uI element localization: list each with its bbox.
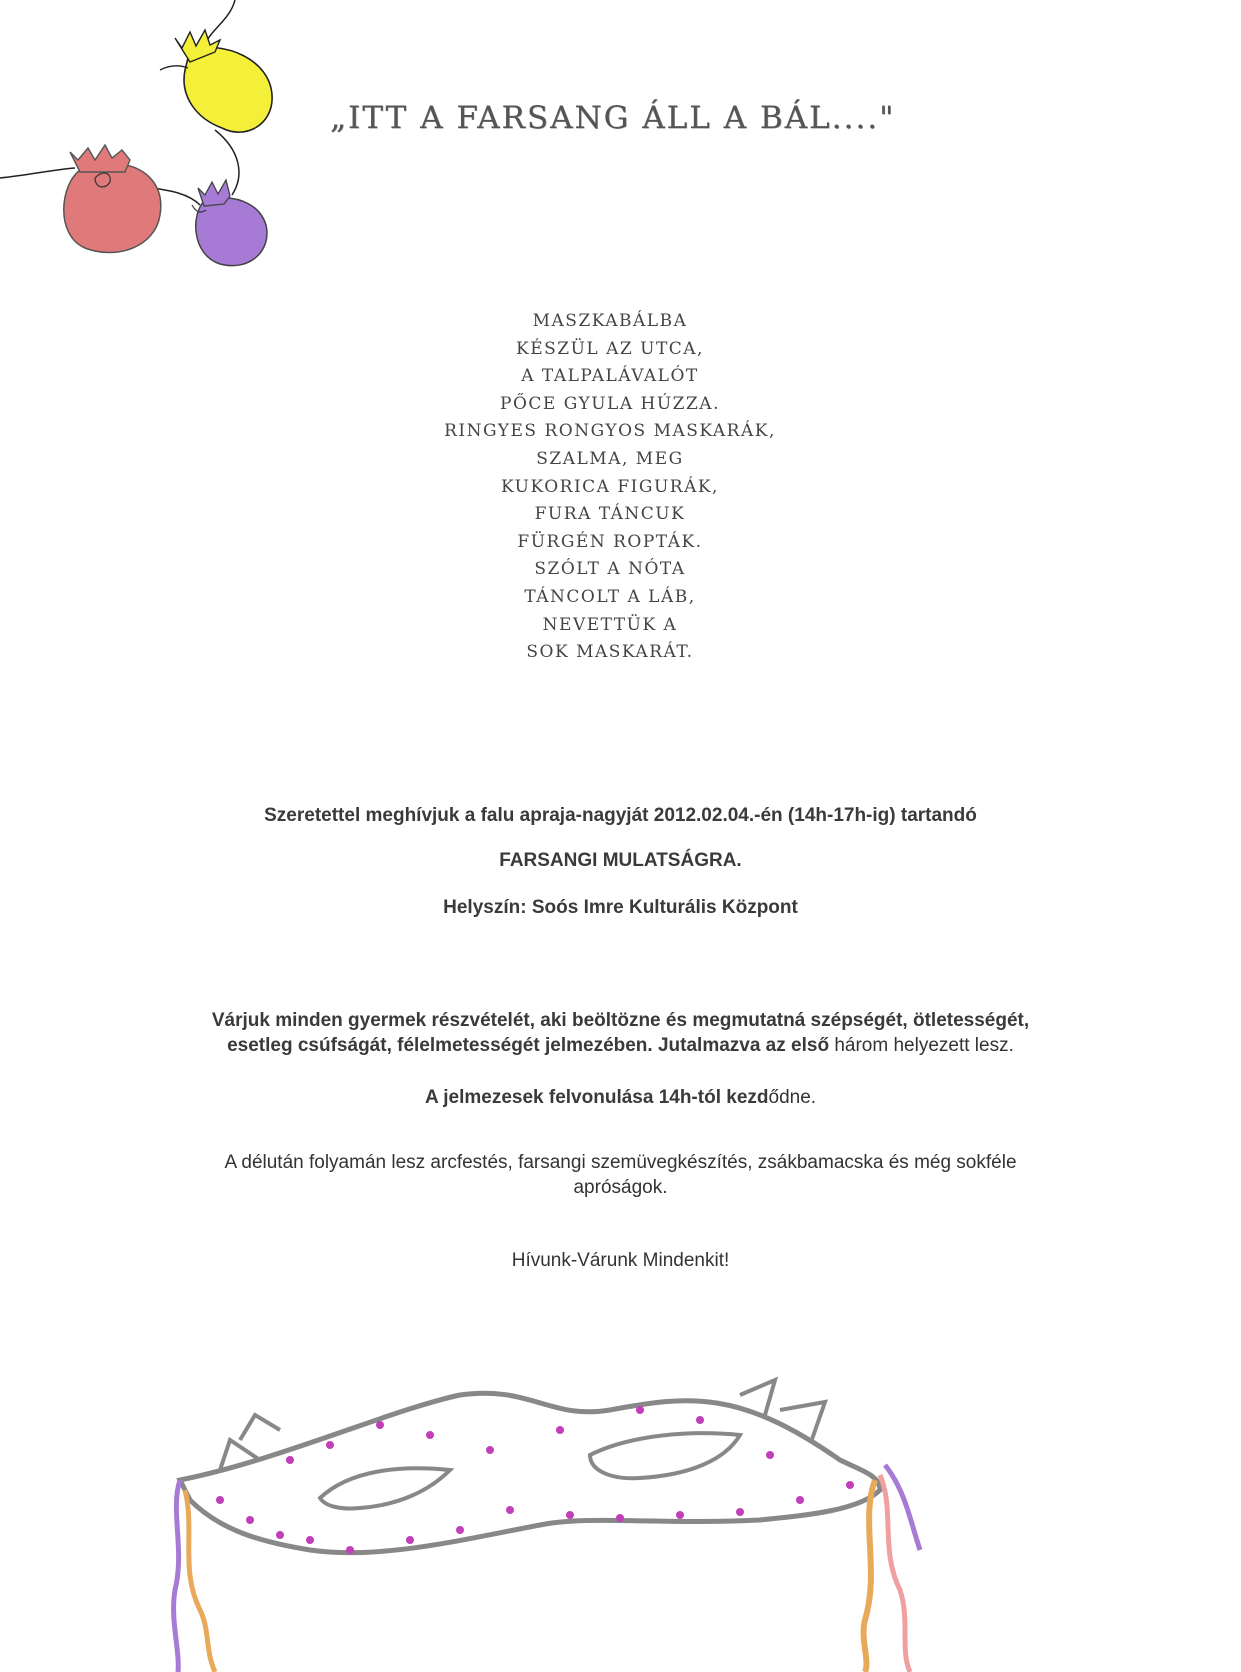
purple-balloon bbox=[192, 180, 267, 266]
yellow-balloon bbox=[160, 30, 272, 132]
event-time: (14h-17h-ig) tartandó bbox=[782, 805, 977, 826]
poem-line: FURA TÁNCUK bbox=[534, 504, 686, 525]
activities-line-1: A délután folyamán lesz arcfestés, farsangi szemüvegkészítés, zsákbamacska és még sokféle bbox=[224, 1152, 1017, 1173]
costume-line-2-bold: esetleg csúfságát, félelmetességét jelmezében. Jutalmazva az első bbox=[227, 1035, 830, 1056]
costume-line-2-rest: három helyezett lesz. bbox=[829, 1035, 1014, 1056]
poem-line: PŐCE GYULA HÚZZA. bbox=[500, 393, 720, 414]
closing-line: Hívunk-Várunk Mindenkit! bbox=[511, 1250, 730, 1271]
poem-line: KUKORICA FIGURÁK, bbox=[501, 476, 719, 497]
parade-bold: A jelmezesek felvonulása 14h-tól kezd bbox=[424, 1087, 769, 1108]
poem-line: SZALMA, MEG bbox=[536, 448, 684, 469]
poem-line: MASZKABÁLBA bbox=[532, 311, 688, 331]
red-balloon bbox=[64, 145, 161, 253]
costume-line-2 bbox=[0, 1035, 1241, 1057]
poem bbox=[380, 308, 840, 667]
event-name: FARSANGI MULATSÁGRA. bbox=[499, 850, 742, 871]
parade-rest: ődne. bbox=[768, 1087, 817, 1108]
poem-line: RINGYES RONGYOS MASKARÁK, bbox=[444, 421, 776, 442]
poem-line: NEVETTÜK A bbox=[542, 614, 678, 635]
poem-line: SZÓLT A NÓTA bbox=[534, 559, 686, 580]
event-location: Helyszín: Soós Imre Kulturális Központ bbox=[443, 897, 798, 918]
invitation-text: Szeretettel meghívjuk a falu apraja-nagyját bbox=[264, 805, 654, 826]
parade-line bbox=[0, 1087, 1241, 1109]
poem-line: TÁNCOLT A LÁB, bbox=[524, 586, 696, 607]
poem-line: FÜRGÉN ROPTÁK. bbox=[517, 531, 703, 552]
invitation-line bbox=[0, 805, 1241, 827]
poem-line: SOK MASKARÁT. bbox=[526, 642, 694, 663]
mask-illustration bbox=[160, 1350, 960, 1672]
event-date: 2012.02.04.-én bbox=[653, 805, 783, 826]
activities-line-2: apróságok. bbox=[573, 1177, 668, 1198]
page-title: „ITT A FARSANG ÁLL A BÁL...." bbox=[330, 100, 896, 136]
poem-line: KÉSZÜL AZ UTCA, bbox=[516, 338, 704, 359]
balloons-illustration bbox=[0, 0, 300, 300]
costume-line-1: Várjuk minden gyermek részvételét, aki beöltözne és megmutatná szépségét, ötletességét, bbox=[211, 1010, 1030, 1031]
poem-line: A TALPALÁVALÓT bbox=[521, 366, 699, 387]
